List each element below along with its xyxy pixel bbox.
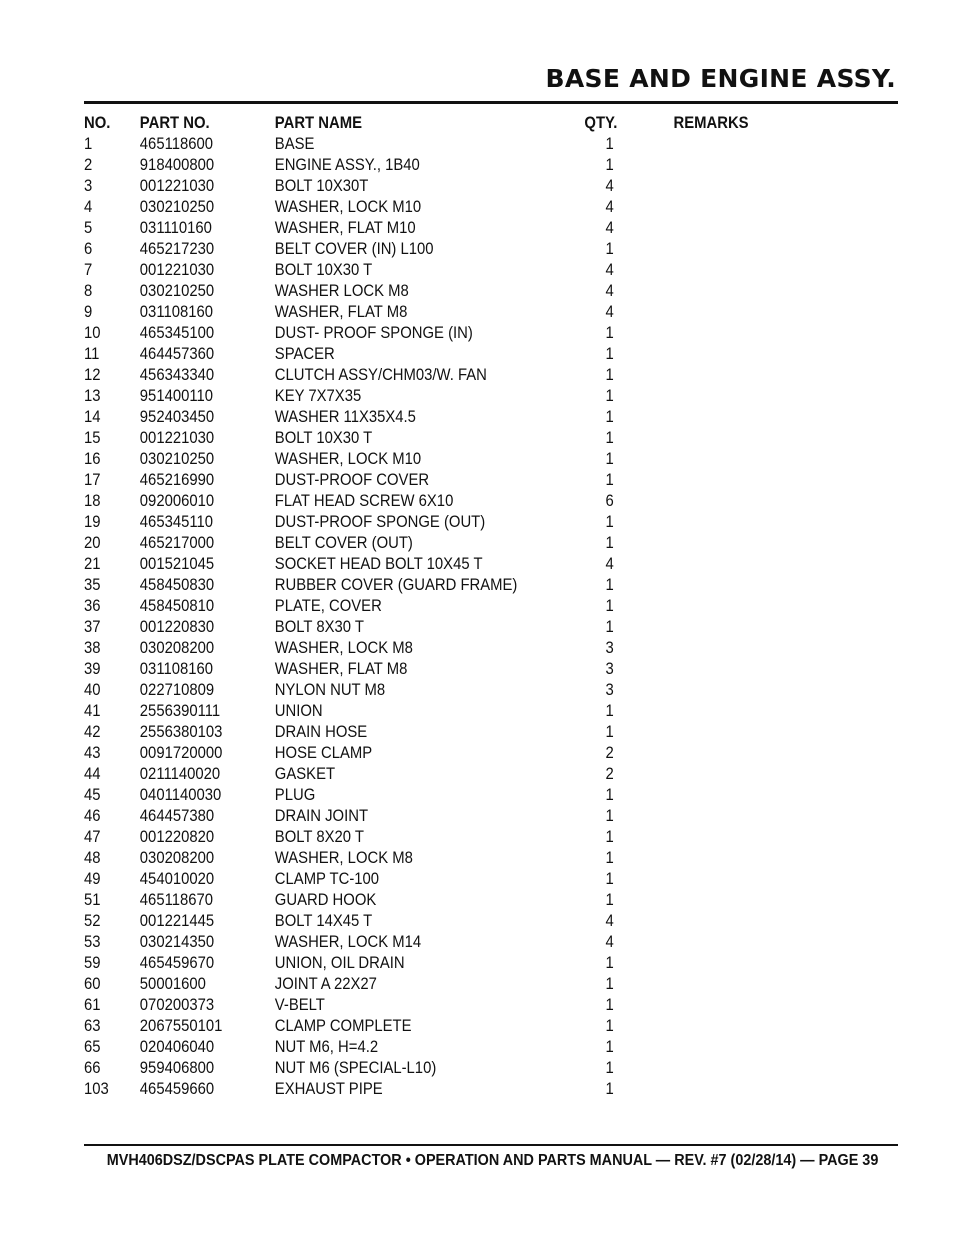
cell-part-no: 465345100 bbox=[139, 324, 215, 342]
cell-qty: 4 bbox=[605, 261, 614, 279]
cell-part-name: PLATE, COVER bbox=[274, 597, 382, 615]
cell-part-no: 030208200 bbox=[139, 849, 215, 867]
cell-qty: 1 bbox=[605, 156, 614, 174]
table-row bbox=[84, 470, 884, 491]
cell-part-no: 952403450 bbox=[139, 408, 215, 426]
cell-part-name: NYLON NUT M8 bbox=[274, 681, 386, 699]
cell-part-name: WASHER, LOCK M10 bbox=[274, 450, 422, 468]
table-row bbox=[84, 974, 884, 995]
cell-part-name: CLAMP COMPLETE bbox=[274, 1017, 412, 1035]
cell-no: 14 bbox=[84, 408, 101, 426]
cell-qty: 1 bbox=[605, 450, 614, 468]
cell-part-no: 465217000 bbox=[139, 534, 215, 552]
cell-part-name: CLUTCH ASSY/CHM03/W. FAN bbox=[274, 366, 487, 384]
table-row bbox=[84, 155, 884, 176]
cell-part-no: 456343340 bbox=[139, 366, 215, 384]
cell-qty: 1 bbox=[605, 471, 614, 489]
cell-no: 51 bbox=[84, 891, 101, 909]
cell-part-name: WASHER, FLAT M8 bbox=[274, 303, 408, 321]
table-row bbox=[84, 512, 884, 533]
cell-qty: 1 bbox=[605, 786, 614, 804]
cell-no: 8 bbox=[84, 282, 93, 300]
cell-qty: 1 bbox=[605, 702, 614, 720]
table-row bbox=[84, 365, 884, 386]
table-row bbox=[84, 701, 884, 722]
cell-part-no: 465345110 bbox=[139, 513, 214, 531]
cell-no: 36 bbox=[84, 597, 101, 615]
cell-part-name: BASE bbox=[274, 135, 315, 153]
cell-part-name: BOLT 10X30 T bbox=[274, 429, 373, 447]
cell-qty: 1 bbox=[605, 408, 614, 426]
cell-no: 3 bbox=[84, 177, 93, 195]
cell-qty: 3 bbox=[605, 639, 614, 657]
cell-part-name: JOINT A 22X27 bbox=[274, 975, 377, 993]
cell-no: 18 bbox=[84, 492, 101, 510]
cell-no: 48 bbox=[84, 849, 101, 867]
table-row bbox=[84, 323, 884, 344]
cell-part-name: WASHER 11X35X4.5 bbox=[274, 408, 416, 426]
cell-part-no: 464457360 bbox=[139, 345, 215, 363]
cell-part-no: 2067550101 bbox=[139, 1017, 223, 1035]
cell-qty: 3 bbox=[605, 681, 614, 699]
cell-qty: 4 bbox=[605, 198, 614, 216]
cell-qty: 4 bbox=[605, 303, 614, 321]
cell-qty: 6 bbox=[605, 492, 614, 510]
cell-qty: 1 bbox=[605, 534, 614, 552]
cell-no: 6 bbox=[84, 240, 93, 258]
cell-part-no: 030210250 bbox=[139, 282, 215, 300]
table-row bbox=[84, 449, 884, 470]
cell-qty: 1 bbox=[605, 891, 614, 909]
table-row bbox=[84, 1037, 884, 1058]
cell-no: 65 bbox=[84, 1038, 101, 1056]
table-row bbox=[84, 1058, 884, 1079]
cell-qty: 1 bbox=[605, 1017, 614, 1035]
cell-part-no: 092006010 bbox=[139, 492, 215, 510]
cell-part-name: PLUG bbox=[274, 786, 316, 804]
table-row bbox=[84, 785, 884, 806]
cell-qty: 1 bbox=[605, 849, 614, 867]
cell-no: 37 bbox=[84, 618, 101, 636]
table-row bbox=[84, 764, 884, 785]
cell-no: 43 bbox=[84, 744, 101, 762]
cell-part-name: WASHER LOCK M8 bbox=[274, 282, 409, 300]
cell-part-no: 001221445 bbox=[139, 912, 215, 930]
cell-part-no: 465118600 bbox=[139, 135, 214, 153]
table-row bbox=[84, 554, 884, 575]
cell-no: 103 bbox=[84, 1080, 109, 1098]
cell-part-no: 465118670 bbox=[139, 891, 214, 909]
table-row bbox=[84, 428, 884, 449]
cell-part-no: 022710809 bbox=[139, 681, 215, 699]
cell-part-name: WASHER, LOCK M8 bbox=[274, 849, 413, 867]
cell-qty: 1 bbox=[605, 597, 614, 615]
cell-qty: 3 bbox=[605, 660, 614, 678]
table-row bbox=[84, 680, 884, 701]
table-row bbox=[84, 806, 884, 827]
cell-part-no: 0401140030 bbox=[139, 786, 222, 804]
cell-qty: 1 bbox=[605, 870, 614, 888]
cell-part-name: WASHER, LOCK M8 bbox=[274, 639, 413, 657]
cell-part-name: GUARD HOOK bbox=[274, 891, 377, 909]
cell-no: 12 bbox=[84, 366, 101, 384]
table-row bbox=[84, 1079, 884, 1100]
table-row bbox=[84, 638, 884, 659]
table-header bbox=[84, 113, 884, 134]
cell-no: 16 bbox=[84, 450, 101, 468]
cell-part-name: SPACER bbox=[274, 345, 335, 363]
cell-part-no: 020406040 bbox=[139, 1038, 215, 1056]
cell-no: 11 bbox=[84, 345, 100, 363]
cell-part-name: DRAIN JOINT bbox=[274, 807, 369, 825]
cell-part-no: 031110160 bbox=[139, 219, 212, 237]
cell-qty: 1 bbox=[605, 828, 614, 846]
table-row bbox=[84, 911, 884, 932]
cell-part-no: 951400110 bbox=[139, 387, 214, 405]
cell-qty: 1 bbox=[605, 723, 614, 741]
cell-part-no: 465459660 bbox=[139, 1080, 215, 1098]
cell-part-name: RUBBER COVER (GUARD FRAME) bbox=[274, 576, 518, 594]
cell-part-name: CLAMP TC-100 bbox=[274, 870, 380, 888]
cell-no: 2 bbox=[84, 156, 93, 174]
table-row bbox=[84, 218, 884, 239]
cell-part-no: 959406800 bbox=[139, 1059, 215, 1077]
table-body bbox=[84, 134, 884, 1100]
cell-qty: 1 bbox=[605, 1038, 614, 1056]
cell-no: 7 bbox=[84, 261, 93, 279]
parts-table bbox=[84, 113, 884, 1100]
cell-no: 19 bbox=[84, 513, 101, 531]
table-row bbox=[84, 197, 884, 218]
cell-part-no: 030214350 bbox=[139, 933, 215, 951]
cell-part-name: DUST-PROOF SPONGE (OUT) bbox=[274, 513, 486, 531]
cell-qty: 2 bbox=[605, 744, 614, 762]
table-row bbox=[84, 827, 884, 848]
table-row bbox=[84, 344, 884, 365]
cell-qty: 1 bbox=[605, 366, 614, 384]
cell-part-no: 001221030 bbox=[139, 261, 215, 279]
table-row bbox=[84, 890, 884, 911]
cell-part-no: 464457380 bbox=[139, 807, 215, 825]
cell-no: 45 bbox=[84, 786, 101, 804]
cell-qty: 1 bbox=[605, 1080, 614, 1098]
cell-part-name: BOLT 8X30 T bbox=[274, 618, 364, 636]
cell-qty: 4 bbox=[605, 933, 614, 951]
cell-part-no: 001220820 bbox=[139, 828, 215, 846]
header-no: NO. bbox=[84, 114, 111, 132]
cell-part-name: WASHER, FLAT M8 bbox=[274, 660, 408, 678]
cell-part-name: WASHER, FLAT M10 bbox=[274, 219, 416, 237]
cell-part-name: DUST-PROOF COVER bbox=[274, 471, 430, 489]
table-row bbox=[84, 722, 884, 743]
cell-part-name: UNION, OIL DRAIN bbox=[274, 954, 405, 972]
cell-no: 42 bbox=[84, 723, 101, 741]
cell-no: 44 bbox=[84, 765, 101, 783]
cell-part-no: 918400800 bbox=[139, 156, 215, 174]
table-row bbox=[84, 386, 884, 407]
cell-no: 59 bbox=[84, 954, 101, 972]
cell-no: 66 bbox=[84, 1059, 101, 1077]
cell-part-no: 465217230 bbox=[139, 240, 215, 258]
cell-qty: 1 bbox=[605, 975, 614, 993]
cell-part-name: WASHER, LOCK M10 bbox=[274, 198, 422, 216]
cell-no: 35 bbox=[84, 576, 101, 594]
table-row bbox=[84, 596, 884, 617]
cell-part-name: BOLT 10X30 T bbox=[274, 261, 373, 279]
page-footer: MVH406DSZ/DSCPAS PLATE COMPACTOR • OPERATION AND PARTS MANUAL — REV. #7 (02/28/14) — PAGE 39 bbox=[106, 1152, 878, 1169]
table-row bbox=[84, 491, 884, 512]
cell-part-name: V-BELT bbox=[274, 996, 325, 1014]
table-row bbox=[84, 239, 884, 260]
table-row bbox=[84, 260, 884, 281]
table-row bbox=[84, 743, 884, 764]
cell-part-name: BOLT 10X30T bbox=[274, 177, 369, 195]
header-part-no: PART NO. bbox=[139, 114, 210, 132]
table-row bbox=[84, 575, 884, 596]
cell-part-no: 454010020 bbox=[139, 870, 215, 888]
cell-no: 21 bbox=[84, 555, 101, 573]
cell-no: 41 bbox=[84, 702, 101, 720]
cell-part-name: HOSE CLAMP bbox=[274, 744, 373, 762]
table-row bbox=[84, 848, 884, 869]
cell-part-name: NUT M6, H=4.2 bbox=[274, 1038, 379, 1056]
cell-part-no: 001221030 bbox=[139, 177, 215, 195]
cell-part-no: 0211140020 bbox=[139, 765, 221, 783]
cell-no: 17 bbox=[84, 471, 101, 489]
page-title: BASE AND ENGINE ASSY. bbox=[545, 64, 896, 93]
cell-no: 53 bbox=[84, 933, 101, 951]
cell-part-name: FLAT HEAD SCREW 6X10 bbox=[274, 492, 454, 510]
cell-no: 4 bbox=[84, 198, 93, 216]
cell-no: 61 bbox=[84, 996, 101, 1014]
cell-part-no: 465216990 bbox=[139, 471, 215, 489]
cell-no: 10 bbox=[84, 324, 101, 342]
cell-qty: 1 bbox=[605, 345, 614, 363]
table-row bbox=[84, 953, 884, 974]
cell-part-no: 030208200 bbox=[139, 639, 215, 657]
cell-part-no: 031108160 bbox=[139, 303, 214, 321]
table-row bbox=[84, 659, 884, 680]
cell-no: 60 bbox=[84, 975, 101, 993]
cell-no: 13 bbox=[84, 387, 101, 405]
cell-qty: 1 bbox=[605, 996, 614, 1014]
cell-no: 20 bbox=[84, 534, 101, 552]
cell-qty: 1 bbox=[605, 240, 614, 258]
table-row bbox=[84, 533, 884, 554]
cell-part-name: KEY 7X7X35 bbox=[274, 387, 362, 405]
cell-qty: 4 bbox=[605, 912, 614, 930]
cell-part-no: 465459670 bbox=[139, 954, 215, 972]
cell-qty: 1 bbox=[605, 513, 614, 531]
cell-no: 49 bbox=[84, 870, 101, 888]
cell-part-name: UNION bbox=[274, 702, 323, 720]
cell-part-no: 0091720000 bbox=[139, 744, 223, 762]
cell-part-name: DRAIN HOSE bbox=[274, 723, 368, 741]
cell-qty: 4 bbox=[605, 282, 614, 300]
cell-no: 9 bbox=[84, 303, 93, 321]
cell-no: 39 bbox=[84, 660, 101, 678]
cell-qty: 1 bbox=[605, 576, 614, 594]
cell-part-name: DUST- PROOF SPONGE (IN) bbox=[274, 324, 473, 342]
cell-no: 1 bbox=[84, 135, 93, 153]
cell-part-no: 001220830 bbox=[139, 618, 215, 636]
cell-qty: 1 bbox=[605, 387, 614, 405]
cell-part-no: 030210250 bbox=[139, 198, 215, 216]
cell-part-no: 031108160 bbox=[139, 660, 214, 678]
table-row bbox=[84, 176, 884, 197]
cell-no: 15 bbox=[84, 429, 101, 447]
table-row bbox=[84, 995, 884, 1016]
cell-no: 47 bbox=[84, 828, 101, 846]
cell-qty: 1 bbox=[605, 807, 614, 825]
footer-rule bbox=[84, 1144, 898, 1146]
header-remarks: REMARKS bbox=[673, 114, 749, 132]
cell-part-no: 001221030 bbox=[139, 429, 215, 447]
cell-no: 52 bbox=[84, 912, 101, 930]
cell-no: 63 bbox=[84, 1017, 101, 1035]
cell-no: 5 bbox=[84, 219, 93, 237]
cell-qty: 4 bbox=[605, 219, 614, 237]
cell-part-no: 458450830 bbox=[139, 576, 215, 594]
cell-no: 40 bbox=[84, 681, 101, 699]
table-row bbox=[84, 617, 884, 638]
table-row bbox=[84, 134, 884, 155]
cell-part-no: 458450810 bbox=[139, 597, 215, 615]
cell-qty: 1 bbox=[605, 618, 614, 636]
cell-part-name: ENGINE ASSY., 1B40 bbox=[274, 156, 420, 174]
cell-part-name: BOLT 8X20 T bbox=[274, 828, 364, 846]
table-row bbox=[84, 932, 884, 953]
cell-no: 38 bbox=[84, 639, 101, 657]
cell-part-no: 2556390111 bbox=[139, 702, 221, 720]
cell-part-name: BELT COVER (IN) L100 bbox=[274, 240, 434, 258]
table-row bbox=[84, 1016, 884, 1037]
header-part-name: PART NAME bbox=[274, 114, 362, 132]
cell-part-name: BELT COVER (OUT) bbox=[274, 534, 413, 552]
table-row bbox=[84, 281, 884, 302]
cell-part-name: GASKET bbox=[274, 765, 336, 783]
cell-part-no: 030210250 bbox=[139, 450, 215, 468]
cell-part-name: NUT M6 (SPECIAL-L10) bbox=[274, 1059, 437, 1077]
cell-no: 46 bbox=[84, 807, 101, 825]
cell-part-no: 070200373 bbox=[139, 996, 215, 1014]
cell-qty: 1 bbox=[605, 429, 614, 447]
header-qty: QTY. bbox=[584, 114, 618, 132]
table-row bbox=[84, 869, 884, 890]
cell-qty: 1 bbox=[605, 1059, 614, 1077]
cell-qty: 1 bbox=[605, 324, 614, 342]
table-row bbox=[84, 407, 884, 428]
cell-qty: 2 bbox=[605, 765, 614, 783]
cell-part-name: EXHAUST PIPE bbox=[274, 1080, 383, 1098]
cell-qty: 4 bbox=[605, 555, 614, 573]
cell-part-no: 50001600 bbox=[139, 975, 206, 993]
cell-part-no: 001521045 bbox=[139, 555, 215, 573]
cell-part-no: 2556380103 bbox=[139, 723, 223, 741]
cell-part-name: SOCKET HEAD BOLT 10X45 T bbox=[274, 555, 483, 573]
cell-qty: 1 bbox=[605, 135, 614, 153]
title-rule bbox=[84, 101, 898, 104]
cell-part-name: BOLT 14X45 T bbox=[274, 912, 373, 930]
cell-part-name: WASHER, LOCK M14 bbox=[274, 933, 422, 951]
table-row bbox=[84, 302, 884, 323]
cell-qty: 4 bbox=[605, 177, 614, 195]
cell-qty: 1 bbox=[605, 954, 614, 972]
